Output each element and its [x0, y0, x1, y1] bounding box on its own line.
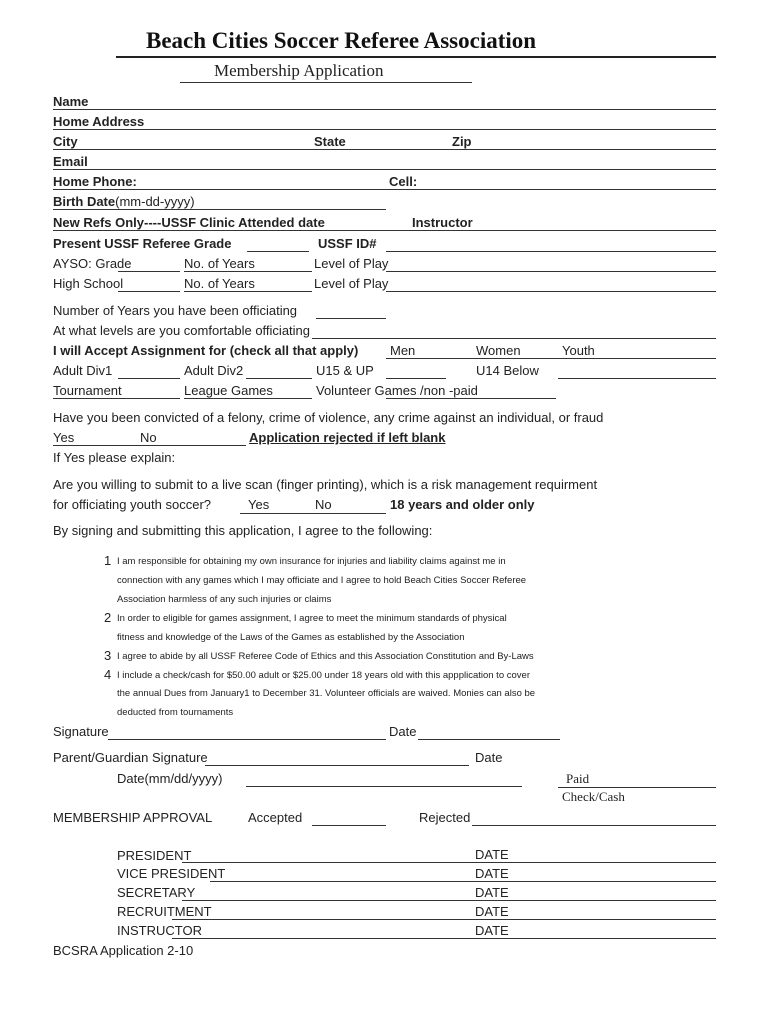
city-line[interactable]	[53, 149, 716, 150]
form-subtitle: Membership Application	[214, 61, 384, 80]
levels-comfortable-label: At what levels are you comfortable officiating	[53, 323, 311, 338]
volunteer-games-option[interactable]: Volunteer Games /non -paid	[316, 383, 478, 398]
home-address-line[interactable]	[53, 129, 716, 130]
date-format-label: Date(mm/dd/yyyy)	[117, 771, 223, 786]
officer-date-label: DATE	[475, 904, 509, 919]
parent-signature-line[interactable]	[205, 765, 469, 766]
signature-date-line[interactable]	[418, 739, 560, 740]
league-games-line[interactable]	[184, 398, 312, 399]
email-label: Email	[53, 154, 88, 169]
date-format-line[interactable]	[246, 786, 522, 787]
paid-label: Paid	[566, 771, 590, 786]
signature-date-label: Date	[389, 724, 417, 739]
volunteer-games-line[interactable]	[386, 398, 556, 399]
level-of-play-1-line[interactable]	[386, 271, 716, 272]
rejected-label: Rejected	[419, 810, 471, 825]
term-number: 2	[104, 610, 112, 625]
live-scan-question-2: for officiating youth soccer?	[53, 497, 212, 512]
birth-date-label	[53, 194, 195, 209]
adult-div1-option[interactable]: Adult Div1	[53, 363, 113, 378]
birth-date-format: (mm-dd-yyyy)	[115, 194, 195, 209]
adult-div2-line[interactable]	[246, 378, 312, 379]
felony-answer-line[interactable]	[53, 445, 246, 446]
ussf-id-line[interactable]	[386, 251, 716, 252]
new-refs-line[interactable]	[53, 230, 716, 231]
women-option[interactable]: Women	[476, 343, 521, 358]
term-line: I include a check/cash for $50.00 adult or $25.00 under 18 years old with this appplication to cover	[117, 670, 530, 681]
u15-up-line[interactable]	[386, 378, 446, 379]
ussf-id-label: USSF ID#	[318, 236, 377, 251]
city-label: City	[53, 134, 78, 149]
by-signing-statement: By signing and submitting this application, I agree to the following:	[53, 523, 433, 538]
cell-label: Cell:	[389, 174, 418, 189]
officer-title: VICE PRESIDENT	[117, 866, 226, 881]
term-number: 1	[104, 553, 112, 568]
term-number: 4	[104, 667, 112, 682]
term-line: I agree to abide by all USSF Referee Code of Ethics and this Association Constitution and By-Laws	[117, 651, 534, 662]
level-of-play-1-label: Level of Play	[314, 256, 389, 271]
men-option[interactable]: Men	[390, 343, 416, 358]
league-games-option[interactable]: League Games	[184, 383, 273, 398]
years-officiating-label: Number of Years you have been officiating	[53, 303, 298, 318]
term-line: connection with any games which I may officiate and I agree to hold Beach Cities Soccer Referee	[117, 575, 527, 586]
officer-line[interactable]	[210, 881, 716, 882]
no-of-years-1-label: No. of Years	[184, 256, 255, 271]
level-of-play-2-label: Level of Play	[314, 276, 389, 291]
officer-date-label: DATE	[475, 866, 509, 881]
levels-comfortable-line[interactable]	[312, 338, 716, 339]
no-of-years-2-line[interactable]	[184, 291, 312, 292]
state-label: State	[314, 134, 346, 149]
term-line: In order to eligible for games assignment, I agree to meet the minimum standards of physical	[117, 613, 507, 624]
term-line: deducted from tournaments	[117, 707, 234, 718]
officer-title: SECRETARY	[117, 885, 196, 900]
term-line: Association harmless of any such injuries or claims	[117, 594, 332, 605]
level-of-play-2-line[interactable]	[386, 291, 716, 292]
live-scan-question-1: Are you willing to submit to a live scan (finger printing), which is a risk management requirment	[53, 477, 598, 492]
no-of-years-1-line[interactable]	[184, 271, 312, 272]
live-scan-answer-line[interactable]	[240, 513, 386, 514]
eighteen-older-notice: 18 years and older only	[390, 497, 535, 512]
term-line: I am responsible for obtaining my own insurance for injuries and liability claims against me in	[117, 556, 506, 567]
tournament-option[interactable]: Tournament	[53, 383, 122, 398]
signature-line[interactable]	[108, 739, 386, 740]
ayso-grade-label: AYSO: Grade	[53, 256, 132, 271]
new-refs-label: New Refs Only----USSF Clinic Attended date	[53, 215, 325, 230]
felony-question: Have you been convicted of a felony, crime of violence, any crime against an individual, or fraud	[53, 410, 604, 425]
parent-signature-label: Parent/Guardian Signature	[53, 750, 208, 765]
u14-below-line[interactable]	[558, 378, 716, 379]
tournament-line[interactable]	[53, 398, 180, 399]
accept-assignment-label: I will Accept Assignment for (check all that apply)	[53, 343, 359, 358]
email-line[interactable]	[53, 169, 716, 170]
phone-line[interactable]	[53, 189, 716, 190]
u15-up-option[interactable]: U15 & UP	[316, 363, 374, 378]
home-address-label: Home Address	[53, 114, 145, 129]
high-school-label: High School	[53, 276, 124, 291]
adult-div2-option[interactable]: Adult Div2	[184, 363, 244, 378]
ayso-grade-line[interactable]	[118, 271, 180, 272]
rejected-line[interactable]	[472, 825, 716, 826]
term-line: fitness and knowledge of the Laws of the Games as established by the Association	[117, 632, 465, 643]
felony-no-option[interactable]: No	[140, 430, 157, 445]
instructor-label: Instructor	[412, 215, 473, 230]
parent-date-label: Date	[475, 750, 503, 765]
years-officiating-line[interactable]	[316, 318, 386, 319]
check-cash-label: Check/Cash	[562, 789, 625, 804]
adult-div1-line[interactable]	[118, 378, 180, 379]
accepted-label: Accepted	[248, 810, 303, 825]
subtitle-underline	[180, 82, 472, 83]
officer-line[interactable]	[182, 900, 716, 901]
title-underline	[116, 56, 716, 58]
footer-version: BCSRA Application 2-10	[53, 943, 194, 958]
officer-date-label: DATE	[475, 847, 509, 862]
officer-line[interactable]	[172, 938, 716, 939]
form-title: Beach Cities Soccer Referee Association	[146, 28, 537, 53]
term-line: the annual Dues from January1 to December 31. Volunteer officials are waived. Monies can also be	[117, 688, 536, 699]
membership-approval-label: MEMBERSHIP APPROVAL	[53, 810, 213, 825]
home-phone-label: Home Phone:	[53, 174, 137, 189]
name-label: Name	[53, 94, 89, 109]
officer-date-label: DATE	[475, 885, 509, 900]
officer-title: RECRUITMENT	[117, 904, 212, 919]
live-scan-yes-option[interactable]: Yes	[248, 497, 270, 512]
present-grade-label: Present USSF Referee Grade	[53, 236, 232, 251]
high-school-line[interactable]	[118, 291, 180, 292]
accepted-line[interactable]	[312, 825, 386, 826]
u14-below-option[interactable]: U14 Below	[476, 363, 539, 378]
officer-line[interactable]	[182, 862, 716, 863]
live-scan-no-option[interactable]: No	[315, 497, 332, 512]
rejected-if-blank-notice: Application rejected if left blank	[249, 430, 446, 445]
present-grade-line[interactable]	[247, 251, 309, 252]
birth-date-line[interactable]	[53, 209, 386, 210]
officer-title: PRESIDENT	[117, 848, 192, 863]
felony-yes-option[interactable]: Yes	[53, 430, 75, 445]
youth-option[interactable]: Youth	[562, 343, 595, 358]
paid-line[interactable]	[558, 787, 716, 788]
no-of-years-2-label: No. of Years	[184, 276, 255, 291]
officer-date-label: DATE	[475, 923, 509, 938]
birth-date-text: Birth Date	[53, 194, 116, 209]
name-line[interactable]	[53, 109, 716, 110]
term-number: 3	[104, 648, 112, 663]
zip-label: Zip	[452, 134, 472, 149]
officer-line[interactable]	[172, 919, 716, 920]
if-yes-explain-label: If Yes please explain:	[53, 450, 176, 465]
signature-label: Signature	[53, 724, 109, 739]
accept-assignment-line	[386, 358, 716, 359]
officer-title: INSTRUCTOR	[117, 923, 202, 938]
